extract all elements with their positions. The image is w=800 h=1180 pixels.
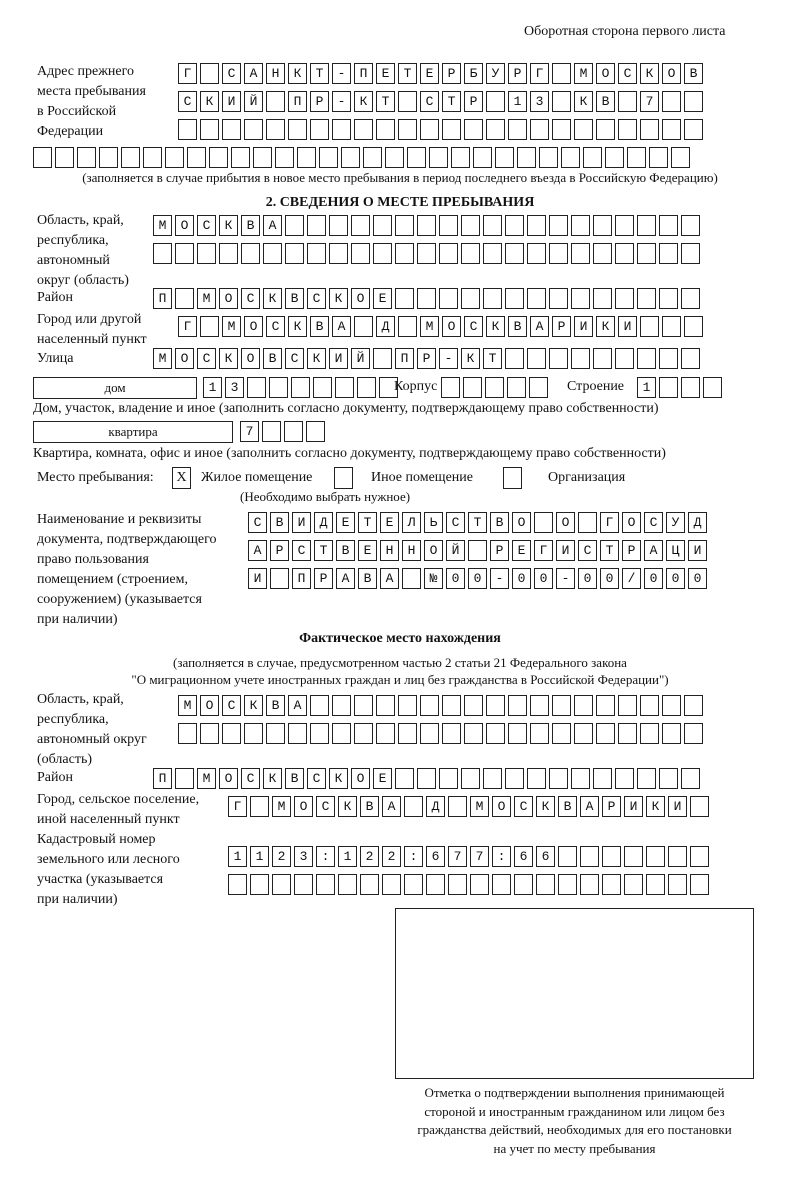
stamp-caption (395, 1084, 754, 1158)
char-row-text: 13 (208, 380, 407, 395)
flat-caption: Квартира, комната, офис и иное (заполнить согласно документу, подтверждающему право собственности) (33, 446, 666, 461)
char-row-text: Г САНКТ-ПЕТЕРБУРГ МОСКОВ (183, 66, 712, 81)
char-row-text: 1123:122:677:66 (233, 849, 718, 864)
stay-label: Место пребывания: (37, 470, 154, 485)
doc-label-6: при наличии) (37, 612, 118, 627)
district-label: Район (37, 290, 73, 305)
char-row-text (153, 243, 709, 264)
confirmation-stamp-box (395, 908, 754, 1079)
actual-subtitle-1: (заполняется в случае, предусмотренном частью 2 статьи 21 Федерального закона (173, 655, 627, 670)
region-label-1: Область, край, (37, 213, 124, 228)
actual-district-label: Район (37, 770, 73, 785)
actual-region-label-2: республика, (37, 712, 109, 727)
char-row-text: СВИДЕТЕЛЬСТВО О ГОСУД (253, 515, 716, 530)
char-row-text: И ПРАВА №00-00-00/000 (253, 571, 716, 586)
stamp-caption-line: стороной и иностранным гражданином или лицом без (424, 1103, 725, 1119)
stay-option-other-checkbox[interactable] (334, 467, 353, 489)
char-row-text: Г МОСКВА Д МОСКВАРИКИ (183, 319, 712, 334)
doc-label-3: право пользования (37, 552, 149, 567)
region-label-4: округ (область) (37, 273, 129, 288)
region-label-3: автономный (37, 253, 110, 268)
char-row-text: Г МОСКВА Д МОСКВАРИКИ (233, 799, 718, 814)
street-label: Улица (37, 351, 74, 366)
doc-label-5: сооружением) (указывается (37, 592, 202, 607)
char-row-text: П МОСКВСКОЕ (158, 291, 709, 306)
doc-label-4: помещением (строением, (37, 572, 188, 587)
page-side-header: Оборотная сторона первого листа (524, 24, 726, 39)
stamp-caption-line: на учет по месту пребывания (493, 1140, 656, 1156)
building-label: Строение (567, 379, 625, 394)
actual-city-label-2: иной населенный пункт (37, 812, 180, 827)
city-label-1: Город или другой (37, 312, 142, 327)
actual-city-label-1: Город, сельское поселение, (37, 792, 200, 807)
stay-option-residential-label: Жилое помещение (201, 470, 313, 485)
city-label-2: населенный пункт (37, 332, 147, 347)
char-row-text (178, 723, 712, 744)
house-type-field[interactable]: дом (33, 377, 197, 399)
house-caption: Дом, участок, владение и иное (заполнить согласно документу, подтверждающему право собственности) (33, 401, 659, 416)
prev-address-label-4: Федерации (37, 124, 104, 139)
flat-type-field[interactable]: квартира (33, 421, 233, 443)
stay-option-organization-checkbox[interactable] (503, 467, 522, 489)
doc-label-2: документа, подтверждающего (37, 532, 217, 547)
char-row-text (228, 874, 718, 895)
char-row-text: 1 (642, 380, 731, 395)
stamp-caption-line: Отметка о подтверждении выполнения принимающей (424, 1085, 725, 1100)
char-row-text: АРСТВЕННОЙ РЕГИСТРАЦИ (253, 543, 716, 558)
cadastral-label-1: Кадастровый номер (37, 832, 156, 847)
doc-label-1: Наименование и реквизиты (37, 512, 202, 527)
cadastral-label-2: земельного или лесного (37, 852, 180, 867)
char-row-text: МОСКВА (183, 698, 712, 713)
char-row-text (441, 377, 557, 398)
char-row-text: 7 (245, 424, 334, 439)
char-row-text: МОСКОВСКИЙ ПР-КТ (158, 351, 709, 366)
char-row-text: СКИЙ ПР-КТ СТР 13 КВ 7 (183, 94, 712, 109)
prev-address-note: (заполняется в случае прибытия в новое место пребывания в период последнего въезда в Российскую Федерацию) (82, 170, 718, 185)
actual-region-label-1: Область, край, (37, 692, 124, 707)
prev-address-label-3: в Российской (37, 104, 117, 119)
char-row-text (33, 147, 699, 168)
stamp-caption-line: гражданства действий, необходимых для его постановки (417, 1122, 732, 1137)
section-2-title: 2. СВЕДЕНИЯ О МЕСТЕ ПРЕБЫВАНИЯ (265, 195, 535, 210)
actual-location-title: Фактическое место нахождения (299, 631, 501, 646)
korpus-label: Корпус (394, 379, 438, 394)
char-row-text (178, 119, 712, 140)
prev-address-label-1: Адрес прежнего (37, 64, 134, 79)
char-row-text: МОСКВА (158, 218, 709, 233)
region-label-2: республика, (37, 233, 109, 248)
stay-option-organization-label: Организация (548, 470, 626, 485)
prev-address-label-2: места пребывания (37, 84, 146, 99)
actual-subtitle-2: "О миграционном учете иностранных граждан и лиц без гражданства в Российской Федерации") (131, 672, 669, 687)
stay-hint: (Необходимо выбрать нужное) (240, 489, 411, 504)
stay-option-residential-checkbox[interactable]: X (172, 467, 191, 489)
stay-option-other-label: Иное помещение (371, 470, 473, 485)
actual-region-label-4: (область) (37, 752, 93, 767)
char-row-text: П МОСКВСКОЕ (158, 771, 709, 786)
cadastral-label-4: при наличии) (37, 892, 118, 907)
actual-region-label-3: автономный округ (37, 732, 147, 747)
cadastral-label-3: участка (указывается (37, 872, 164, 887)
